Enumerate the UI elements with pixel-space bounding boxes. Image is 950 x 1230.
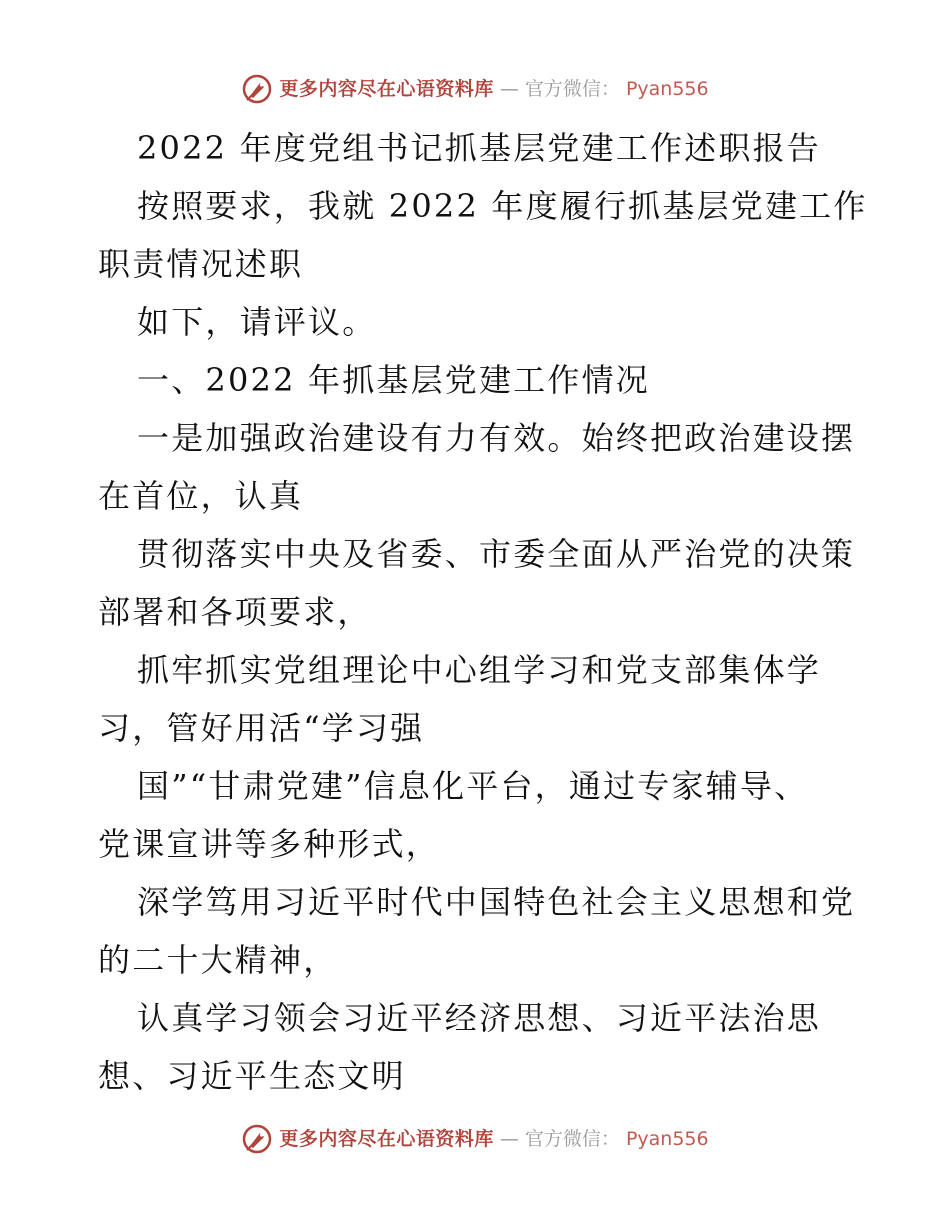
- document-line: 党课宣讲等多种形式，: [98, 825, 441, 863]
- pen-nib-icon: [241, 73, 273, 105]
- document-line: 一是加强政治建设有力有效。始终把政治建设摆: [137, 419, 856, 457]
- document-line: 贯彻落实中央及省委、市委全面从严治党的决策: [137, 535, 856, 573]
- document-line: 部署和各项要求，: [98, 593, 372, 631]
- document-line: 一、2022 年抓基层党建工作情况: [137, 361, 651, 399]
- document-line: 在首位，认真: [98, 477, 304, 515]
- watermark-separator: —: [499, 78, 519, 100]
- watermark-main-text: 更多内容尽在心语资料库: [279, 1128, 494, 1150]
- document-line: 的二十大精神，: [98, 941, 338, 979]
- watermark-official-label: 官方微信：: [524, 78, 620, 100]
- document-body: [98, 119, 868, 1105]
- watermark-official-label: 官方微信：: [524, 1128, 620, 1150]
- document-line: 深学笃用习近平时代中国特色社会主义思想和党: [137, 883, 856, 921]
- watermark-header: [0, 74, 950, 104]
- watermark-separator: —: [499, 1128, 519, 1150]
- watermark-footer: [0, 1124, 950, 1154]
- watermark-wechat-id: Pyan556: [625, 1128, 709, 1150]
- document-line: 抓牢抓实党组理论中心组学习和党支部集体学: [137, 651, 822, 689]
- document-line: 认真学习领会习近平经济思想、习近平法治思: [137, 999, 822, 1037]
- document-line: 习，管好用活“学习强: [98, 709, 425, 747]
- watermark-main-text: 更多内容尽在心语资料库: [279, 78, 494, 100]
- document-line: 国”“甘肃党建”信息化平台，通过专家辅导、: [137, 767, 809, 805]
- document-line: 按照要求，我就 2022 年度履行抓基层党建工作: [137, 187, 868, 225]
- document-line: 想、习近平生态文明: [98, 1057, 406, 1095]
- pen-nib-icon: [241, 1123, 273, 1155]
- document-line: 如下，请评议。: [137, 303, 377, 341]
- document-title: 2022 年度党组书记抓基层党建工作述职报告: [137, 129, 822, 167]
- document-line: 职责情况述职: [98, 245, 304, 283]
- watermark-wechat-id: Pyan556: [625, 78, 709, 100]
